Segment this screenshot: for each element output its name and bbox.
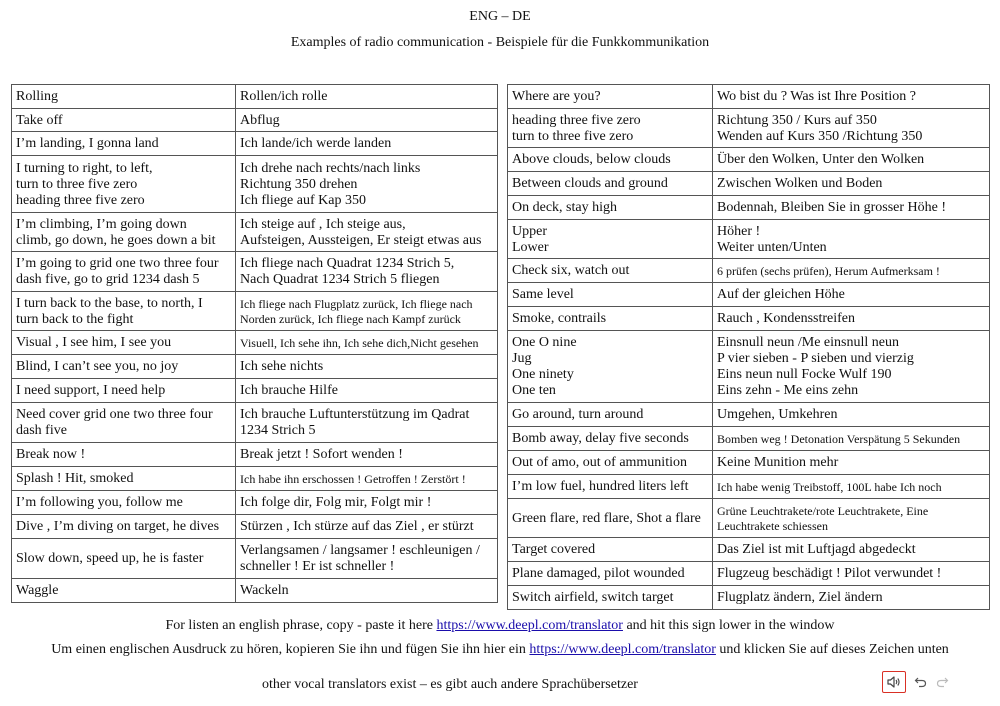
english-phrase: One O nine Jug One ninety One ten xyxy=(508,331,713,403)
english-phrase: I’m landing, I gonna land xyxy=(12,132,236,156)
english-phrase: Check six, watch out xyxy=(508,259,713,283)
german-phrase: Umgehen, Umkehren xyxy=(713,403,990,427)
german-phrase: Ich drehe nach rechts/nach links Richtung 350 drehen Ich fliege auf Kap 350 xyxy=(236,156,498,213)
german-phrase: Visuell, Ich sehe ihn, Ich sehe dich,Nicht gesehen xyxy=(236,331,498,355)
german-phrase: Bomben weg ! Detonation Verspätung 5 Sekunden xyxy=(713,427,990,451)
phrase-row xyxy=(508,331,990,403)
phrase-row xyxy=(12,252,498,292)
german-phrase: Ich sehe nichts xyxy=(236,355,498,379)
undo-button[interactable] xyxy=(912,674,928,690)
english-phrase: On deck, stay high xyxy=(508,196,713,220)
phrase-row xyxy=(508,220,990,259)
phrase-row xyxy=(508,538,990,562)
english-phrase: Break now ! xyxy=(12,443,236,467)
phrase-row xyxy=(12,515,498,539)
german-phrase: Ich lande/ich werde landen xyxy=(236,132,498,156)
phrase-row xyxy=(508,283,990,307)
footer-german-text-end: und klicken Sie auf dieses Zeichen unten xyxy=(715,642,949,657)
phrase-row xyxy=(12,85,498,109)
german-phrase: Ich steige auf , Ich steige aus, Aufsteigen, Aussteigen, Er steigt etwas aus xyxy=(236,213,498,252)
english-phrase: Above clouds, below clouds xyxy=(508,148,713,172)
phrase-row xyxy=(508,451,990,475)
german-phrase: Flugplatz ändern, Ziel ändern xyxy=(713,586,990,610)
english-phrase: I’m going to grid one two three four dash five, go to grid 1234 dash 5 xyxy=(12,252,236,292)
footer-english-text-end: and hit this sign lower in the window xyxy=(622,618,835,633)
english-phrase: Upper Lower xyxy=(508,220,713,259)
phrase-row xyxy=(508,307,990,331)
phrase-row xyxy=(12,379,498,403)
phrase-row xyxy=(508,196,990,220)
right-phrase-table xyxy=(507,84,990,610)
german-phrase: Höher ! Weiter unten/Unten xyxy=(713,220,990,259)
phrase-row xyxy=(12,109,498,132)
german-phrase: Stürzen , Ich stürze auf das Ziel , er stürzt xyxy=(236,515,498,539)
phrase-row xyxy=(12,443,498,467)
phrase-row xyxy=(508,148,990,172)
left-phrase-table xyxy=(11,84,498,603)
phrase-row xyxy=(508,85,990,109)
redo-button[interactable] xyxy=(934,674,950,690)
german-phrase: Bodennah, Bleiben Sie in grosser Höhe ! xyxy=(713,196,990,220)
english-phrase: Bomb away, delay five seconds xyxy=(508,427,713,451)
english-phrase: Need cover grid one two three four dash five xyxy=(12,403,236,443)
footer-english-text: For listen an english phrase, copy - paste it here xyxy=(165,618,437,633)
english-phrase: Between clouds and ground xyxy=(508,172,713,196)
english-phrase: Green flare, red flare, Shot a flare xyxy=(508,499,713,538)
german-phrase: Ich brauche Luftunterstützung im Qadrat 1234 Strich 5 xyxy=(236,403,498,443)
english-phrase: I’m low fuel, hundred liters left xyxy=(508,475,713,499)
english-phrase: Switch airfield, switch target xyxy=(508,586,713,610)
footer-other-translators: other vocal translators exist – es gibt auch andere Sprachübersetzer xyxy=(262,677,638,692)
phrase-row xyxy=(12,331,498,355)
phrase-row xyxy=(12,491,498,515)
phrase-row xyxy=(508,172,990,196)
footer-german-text: Um einen englischen Ausdruck zu hören, kopieren Sie ihn und fügen Sie ihn hier ein xyxy=(51,642,530,657)
footer-german-instructions xyxy=(0,642,1000,658)
translator-controls xyxy=(882,670,950,694)
phrase-row xyxy=(12,403,498,443)
phrase-row xyxy=(508,562,990,586)
english-phrase: Plane damaged, pilot wounded xyxy=(508,562,713,586)
german-phrase: Grüne Leuchtrakete/rote Leuchtrakete, Eine Leuchtrakete schiessen xyxy=(713,499,990,538)
german-phrase: Richtung 350 / Kurs auf 350 Wenden auf Kurs 350 /Richtung 350 xyxy=(713,109,990,148)
page-subtitle: Examples of radio communication - Beispiele für die Funkkommunikation xyxy=(290,35,710,50)
german-phrase: Break jetzt ! Sofort wenden ! xyxy=(236,443,498,467)
phrase-row xyxy=(508,403,990,427)
english-phrase: heading three five zero turn to three five zero xyxy=(508,109,713,148)
german-phrase: Ich fliege nach Quadrat 1234 Strich 5, Nach Quadrat 1234 Strich 5 fliegen xyxy=(236,252,498,292)
german-phrase: Flugzeug beschädigt ! Pilot verwundet ! xyxy=(713,562,990,586)
deepl-link-german[interactable]: https://www.deepl.com/translator xyxy=(529,642,716,657)
german-phrase: Ich folge dir, Folg mir, Folgt mir ! xyxy=(236,491,498,515)
phrase-row xyxy=(12,132,498,156)
english-phrase: Waggle xyxy=(12,579,236,603)
phrase-row xyxy=(508,475,990,499)
phrase-row xyxy=(12,579,498,603)
speaker-icon xyxy=(887,676,901,688)
english-phrase: Blind, I can’t see you, no joy xyxy=(12,355,236,379)
english-phrase: Slow down, speed up, he is faster xyxy=(12,539,236,579)
phrase-row xyxy=(12,539,498,579)
english-phrase: I need support, I need help xyxy=(12,379,236,403)
phrase-row xyxy=(12,467,498,491)
phrase-row xyxy=(508,586,990,610)
german-phrase: Auf der gleichen Höhe xyxy=(713,283,990,307)
english-phrase: Visual , I see him, I see you xyxy=(12,331,236,355)
listen-button[interactable] xyxy=(882,671,906,693)
german-phrase: Ich habe wenig Treibstoff, 100L habe Ich noch xyxy=(713,475,990,499)
english-phrase: Smoke, contrails xyxy=(508,307,713,331)
english-phrase: I turn back to the base, to north, I turn back to the fight xyxy=(12,292,236,331)
deepl-link-english[interactable]: https://www.deepl.com/translator xyxy=(436,618,623,633)
german-phrase: Ich fliege nach Flugplatz zurück, Ich fliege nach Norden zurück, Ich fliege nach Kampf zurück xyxy=(236,292,498,331)
phrase-row xyxy=(12,213,498,252)
phrase-row xyxy=(12,292,498,331)
english-phrase: I turning to right, to left, turn to three five zero heading three five zero xyxy=(12,156,236,213)
german-phrase: Einsnull neun /Me einsnull neun P vier sieben - P sieben und vierzig Eins neun null Focke Wulf 190 Eins zehn - Me eins zehn xyxy=(713,331,990,403)
english-phrase: Dive , I’m diving on target, he dives xyxy=(12,515,236,539)
phrase-row xyxy=(508,259,990,283)
german-phrase: Ich habe ihn erschossen ! Getroffen ! Zerstört ! xyxy=(236,467,498,491)
german-phrase: Das Ziel ist mit Luftjagd abgedeckt xyxy=(713,538,990,562)
german-phrase: Wo bist du ? Was ist Ihre Position ? xyxy=(713,85,990,109)
phrase-row xyxy=(508,499,990,538)
english-phrase: I’m following you, follow me xyxy=(12,491,236,515)
english-phrase: Take off xyxy=(12,109,236,132)
english-phrase: Go around, turn around xyxy=(508,403,713,427)
phrase-row xyxy=(508,109,990,148)
german-phrase: Keine Munition mehr xyxy=(713,451,990,475)
english-phrase: Same level xyxy=(508,283,713,307)
english-phrase: Where are you? xyxy=(508,85,713,109)
german-phrase: Zwischen Wolken und Boden xyxy=(713,172,990,196)
undo-icon xyxy=(914,676,927,688)
german-phrase: Wackeln xyxy=(236,579,498,603)
german-phrase: Abflug xyxy=(236,109,498,132)
english-phrase: I’m climbing, I’m going down climb, go down, he goes down a bit xyxy=(12,213,236,252)
page-title: ENG – DE xyxy=(469,9,531,24)
english-phrase: Splash ! Hit, smoked xyxy=(12,467,236,491)
phrase-row xyxy=(508,427,990,451)
redo-icon xyxy=(936,676,949,688)
german-phrase: Rollen/ich rolle xyxy=(236,85,498,109)
phrase-row xyxy=(12,355,498,379)
german-phrase: Ich brauche Hilfe xyxy=(236,379,498,403)
german-phrase: Rauch , Kondensstreifen xyxy=(713,307,990,331)
german-phrase: Verlangsamen / langsamer ! eschleunigen / schneller ! Er ist schneller ! xyxy=(236,539,498,579)
footer-english-instructions xyxy=(0,618,1000,634)
german-phrase: Über den Wolken, Unter den Wolken xyxy=(713,148,990,172)
english-phrase: Rolling xyxy=(12,85,236,109)
english-phrase: Out of amo, out of ammunition xyxy=(508,451,713,475)
german-phrase: 6 prüfen (sechs prüfen), Herum Aufmerksam ! xyxy=(713,259,990,283)
english-phrase: Target covered xyxy=(508,538,713,562)
phrase-row xyxy=(12,156,498,213)
